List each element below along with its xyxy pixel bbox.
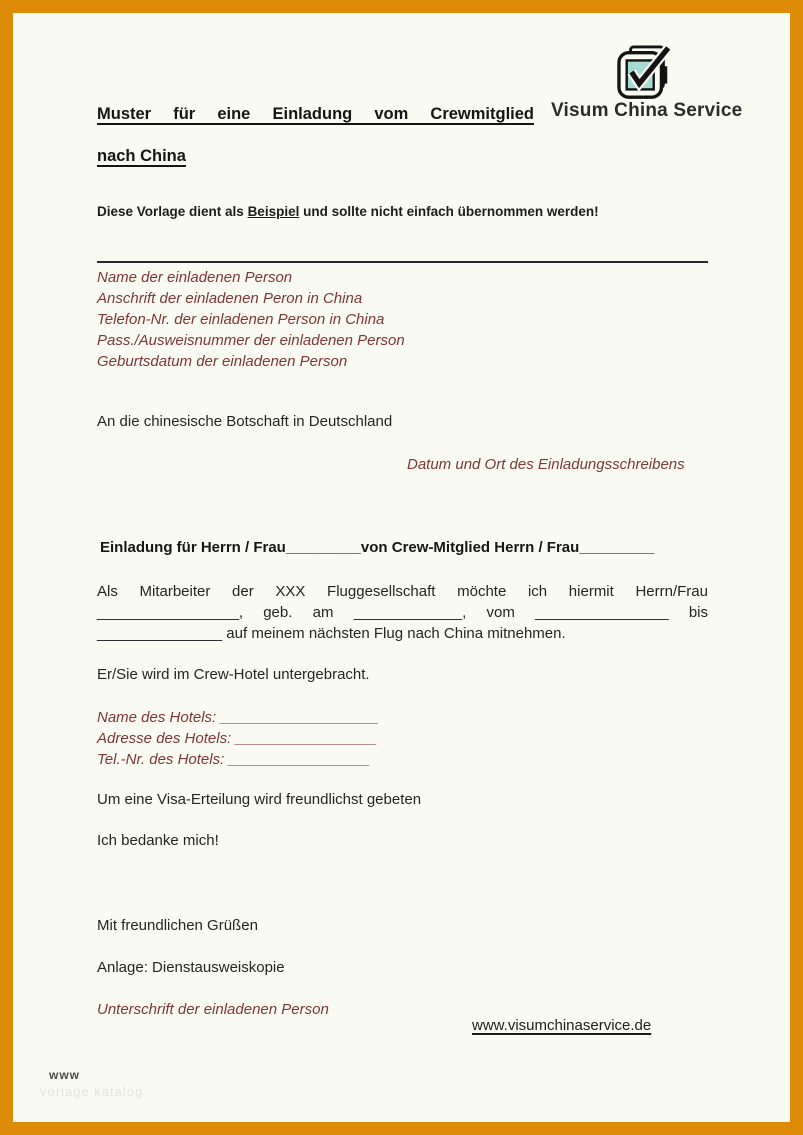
crew-hotel-note: Er/Sie wird im Crew-Hotel untergebracht. (97, 666, 370, 683)
visum-china-service-logo-icon (617, 45, 675, 101)
template-notice (97, 204, 727, 219)
signature-hint: Unterschrift der einladenen Person (97, 1001, 329, 1018)
hotel-name-label: Name des Hotels: (97, 709, 221, 726)
addressee-line: An die chinesische Botschaft in Deutschland (97, 413, 393, 430)
recipient-placeholder-list (97, 267, 405, 372)
date-place-hint: Datum und Ort des Einladungsschreibens (407, 456, 685, 473)
website-link[interactable]: www.visumchinaservice.de (472, 1017, 652, 1034)
thanks-line: Ich bedanke mich! (97, 832, 219, 849)
section-divider (97, 261, 708, 263)
hotel-address-field (97, 728, 379, 749)
recipient-address-hint: Anschrift der einladenen Peron in China (97, 290, 363, 307)
check-document-logo-icon (617, 45, 675, 101)
hotel-address-blank: _________________ (235, 730, 378, 747)
brand-name: Visum China Service (551, 100, 743, 121)
watermark-vorlage-katalog: vorlage katalog (40, 1084, 144, 1099)
recipient-phone-hint: Telefon-Nr. der einladenen Person in China (97, 311, 385, 328)
recipient-passport-hint: Pass./Ausweisnummer der einladenen Person (97, 332, 405, 349)
notice-prefix: Diese Vorlage dient als (97, 204, 248, 219)
notice-highlight: Beispiel (247, 204, 300, 219)
recipient-birthdate-hint: Geburtsdatum der einladenen Person (97, 353, 348, 370)
body-line-1: Als Mitarbeiter der XXX Fluggesellschaft möchte ich hiermit Herrn/Frau (97, 583, 708, 600)
visa-request-line: Um eine Visa-Erteilung wird freundlichst gebeten (97, 791, 422, 808)
hotel-phone-label: Tel.-Nr. des Hotels: (97, 751, 229, 768)
hotel-fields (97, 707, 379, 770)
attachment-line: Anlage: Dienstausweiskopie (97, 959, 285, 976)
body-paragraph (97, 581, 708, 644)
body-line-3: _______________ auf meinem nächsten Flug nach China mitnehmen. (97, 625, 566, 642)
hotel-name-blank: ___________________ (220, 709, 379, 726)
page-title-line2: nach China (97, 147, 186, 165)
hotel-name-field (97, 707, 379, 728)
regards-line: Mit freundlichen Grüßen (97, 917, 258, 934)
hotel-phone-blank: _________________ (228, 751, 371, 768)
page-title-line1: Muster für eine Einladung vom Crewmitglied (97, 105, 534, 123)
hotel-address-label: Adresse des Hotels: (97, 730, 236, 747)
recipient-name-hint: Name der einladenen Person (97, 269, 293, 286)
body-line-2: _________________, geb. am _____________, vom ________________ bis (97, 604, 708, 621)
notice-suffix: und sollte nicht einfach übernommen werden! (299, 204, 599, 219)
watermark-www: www (49, 1068, 81, 1082)
hotel-phone-field (97, 749, 379, 770)
subject-line: Einladung für Herrn / Frau_________von Crew-Mitglied Herrn / Frau_________ (100, 539, 655, 556)
